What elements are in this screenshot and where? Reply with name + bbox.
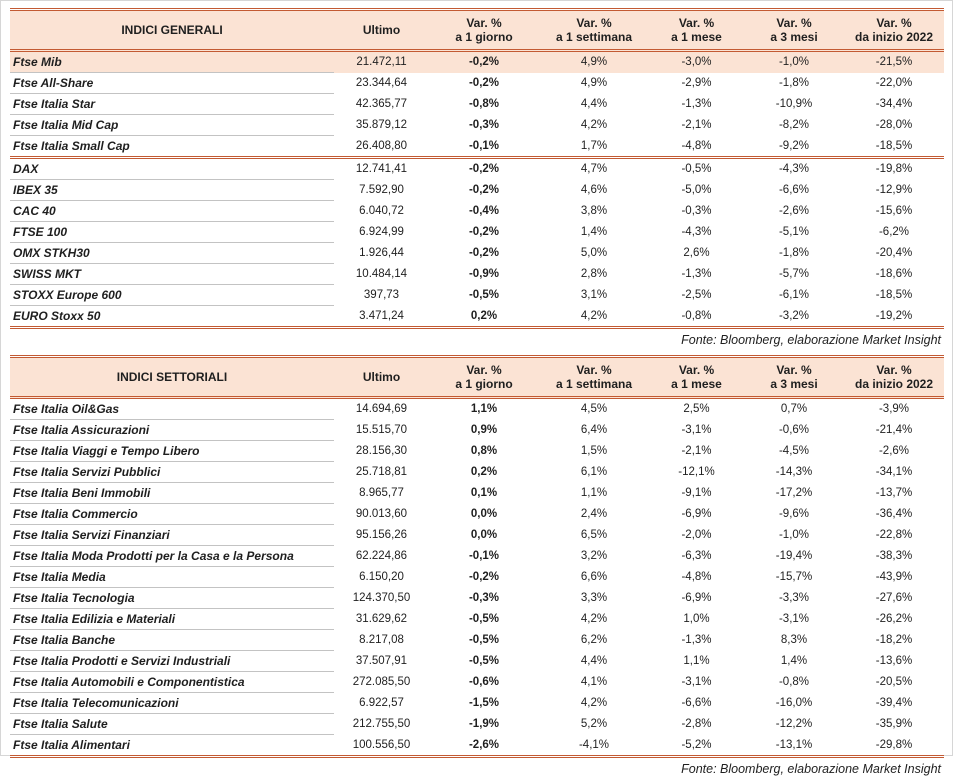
var-ytd-2022-value: -43,9% <box>875 571 913 583</box>
col-header-ultimo: Ultimo <box>334 10 429 51</box>
var-1-month-value: 2,6% <box>683 247 710 259</box>
var-1-week-value: 1,5% <box>580 445 608 457</box>
table-row <box>10 94 944 115</box>
var-ytd-2022-value: -22,0% <box>875 77 913 89</box>
var-3-months-value: 1,4% <box>780 655 808 667</box>
var-1-month-value: -4,8% <box>649 136 744 158</box>
table-row <box>10 588 944 609</box>
index-name: Ftse Italia Servizi Pubblici <box>10 462 334 483</box>
var-1-week-value: 1,7% <box>539 136 649 158</box>
var-3-months-value: -13,1% <box>744 735 844 757</box>
index-name: Ftse Italia Small Cap <box>10 136 334 158</box>
col-header-var-ytd-2022: Var. % da inizio 2022 <box>844 10 944 51</box>
table-title: INDICI GENERALI <box>10 10 334 51</box>
table-row <box>10 735 944 757</box>
var-1-day-value: -1,9% <box>468 718 500 730</box>
var-3-months-value: -9,6% <box>778 508 810 520</box>
var-3-months-value: -3,2% <box>744 306 844 328</box>
ultimo-value: 8.965,77 <box>359 487 404 499</box>
var-1-week-value: 1,4% <box>580 226 608 238</box>
index-name: Ftse Italia Alimentari <box>10 735 334 757</box>
table-row <box>10 609 944 630</box>
index-name: Ftse Italia Servizi Finanziari <box>10 525 334 546</box>
col-header-var-1-day: Var. % a 1 giorno <box>429 10 539 51</box>
source-note: Fonte: Bloomberg, elaborazione Market Insight <box>681 333 941 347</box>
table-row <box>10 420 944 441</box>
var-1-day-value: -0,2% <box>468 184 500 196</box>
var-1-day-value: 0,2% <box>429 306 539 328</box>
var-1-week-value: 4,9% <box>580 77 608 89</box>
var-1-week-value: 4,4% <box>580 98 608 110</box>
var-ytd-2022-value: -12,9% <box>875 184 913 196</box>
index-name: Ftse Italia Assicurazioni <box>10 420 334 441</box>
var-1-day-value: -0,1% <box>468 550 500 562</box>
var-3-months-value: -3,1% <box>778 613 810 625</box>
var-1-month-value: -5,2% <box>649 735 744 757</box>
index-name: Ftse Italia Salute <box>10 714 334 735</box>
table-row <box>10 504 944 525</box>
var-1-month-value: -4,3% <box>681 226 712 238</box>
table-row <box>10 180 944 201</box>
ultimo-value: 62.224,86 <box>355 550 408 562</box>
var-1-week-value: 5,0% <box>580 247 608 259</box>
var-1-day-value: -0,3% <box>468 592 500 604</box>
ultimo-value: 23.344,64 <box>355 77 408 89</box>
var-1-month-value: -1,3% <box>681 268 712 280</box>
var-ytd-2022-value: -19,8% <box>875 163 913 176</box>
indici-settoriali-section <box>10 355 943 784</box>
var-ytd-2022-value: -2,6% <box>878 445 910 457</box>
var-1-month-value: -3,1% <box>681 676 712 688</box>
ultimo-value: 10.484,14 <box>355 268 408 280</box>
ultimo-value: 6.150,20 <box>359 571 404 583</box>
var-ytd-2022-value: -34,1% <box>875 466 913 478</box>
index-name: STOXX Europe 600 <box>10 285 334 306</box>
var-1-month-value: 2,5% <box>683 403 710 416</box>
index-name: Ftse Italia Media <box>10 567 334 588</box>
var-1-day-value: 0,0% <box>470 508 498 520</box>
index-name: Ftse Italia Beni Immobili <box>10 483 334 504</box>
var-1-day-value: -0,5% <box>468 655 500 667</box>
var-3-months-value: -14,3% <box>775 466 813 478</box>
var-1-month-value: -12,1% <box>678 466 715 478</box>
index-name: DAX <box>10 158 334 180</box>
var-ytd-2022-value: -27,6% <box>875 592 913 604</box>
var-1-week-value: 5,2% <box>580 718 608 730</box>
index-name: CAC 40 <box>10 201 334 222</box>
col-header-var-1-month: Var. % a 1 mese <box>649 357 744 398</box>
var-1-week-value: 4,2% <box>539 306 649 328</box>
table-row <box>10 285 944 306</box>
col-header-var-1-month: Var. % a 1 mese <box>649 10 744 51</box>
var-1-day-value: -0,2% <box>468 77 500 89</box>
table-row <box>10 693 944 714</box>
var-1-day-value: -0,5% <box>468 613 500 625</box>
index-name: IBEX 35 <box>10 180 334 201</box>
index-name: Ftse Italia Prodotti e Servizi Industriali <box>10 651 334 672</box>
ultimo-value: 6.922,57 <box>359 697 404 709</box>
ultimo-value: 15.515,70 <box>355 424 408 436</box>
var-1-day-value: 0,2% <box>470 466 498 478</box>
var-1-day-value: -0,4% <box>468 205 500 217</box>
var-ytd-2022-value: -13,7% <box>875 487 913 499</box>
var-ytd-2022-value: -39,4% <box>875 697 913 709</box>
var-1-month-value: -6,9% <box>681 508 712 520</box>
var-1-week-value: 3,2% <box>580 550 608 562</box>
var-1-day-value: -0,8% <box>468 98 500 110</box>
var-ytd-2022-value: -21,4% <box>875 424 913 436</box>
ultimo-value: 31.629,62 <box>355 613 408 625</box>
var-3-months-value: -10,9% <box>775 98 813 110</box>
var-3-months-value: -1,8% <box>778 77 810 89</box>
var-1-day-value: -2,6% <box>429 735 539 757</box>
ultimo-value: 21.472,11 <box>334 51 429 73</box>
ultimo-value: 14.694,69 <box>355 403 408 416</box>
ultimo-value: 26.408,80 <box>334 136 429 158</box>
indici-generali-table <box>10 8 944 329</box>
ultimo-value: 3.471,24 <box>334 306 429 328</box>
var-3-months-value: -1,8% <box>778 247 810 259</box>
col-header-ultimo: Ultimo <box>334 357 429 398</box>
table-row <box>10 714 944 735</box>
var-3-months-value: -6,6% <box>778 184 810 196</box>
var-1-week-value: 2,4% <box>580 508 608 520</box>
index-name: Ftse Italia Viaggi e Tempo Libero <box>10 441 334 462</box>
table-row <box>10 115 944 136</box>
indici-generali-section <box>10 8 943 355</box>
var-ytd-2022-value: -19,2% <box>844 306 944 328</box>
var-ytd-2022-value: -35,9% <box>875 718 913 730</box>
var-1-week-value: 6,6% <box>580 571 608 583</box>
var-1-week-value: 3,8% <box>580 205 608 217</box>
var-1-month-value: -4,8% <box>681 571 712 583</box>
var-1-week-value: 6,2% <box>580 634 608 646</box>
index-name: Ftse Italia Banche <box>10 630 334 651</box>
indici-settoriali-table <box>10 355 944 758</box>
var-1-week-value: 4,9% <box>539 51 649 73</box>
table-row <box>10 483 944 504</box>
var-1-month-value: -6,9% <box>681 592 712 604</box>
var-1-day-value: -0,5% <box>468 289 500 301</box>
var-1-month-value: -2,1% <box>681 445 712 457</box>
index-name: EURO Stoxx 50 <box>10 306 334 328</box>
ultimo-value: 397,73 <box>363 289 400 301</box>
index-name: Ftse Italia Automobili e Componentistica <box>10 672 334 693</box>
var-ytd-2022-value: -34,4% <box>875 98 913 110</box>
ultimo-value: 272.085,50 <box>352 676 411 688</box>
var-1-week-value: 4,7% <box>580 163 608 176</box>
var-ytd-2022-value: -36,4% <box>875 508 913 520</box>
source-note: Fonte: Bloomberg, elaborazione Market Insight <box>681 762 941 776</box>
var-1-week-value: 4,1% <box>580 676 608 688</box>
ultimo-value: 12.741,41 <box>355 163 408 176</box>
var-1-day-value: -0,2% <box>468 571 500 583</box>
var-1-week-value: 4,4% <box>580 655 608 667</box>
var-1-day-value: -1,5% <box>468 697 500 709</box>
var-1-day-value: 1,1% <box>470 403 498 416</box>
ultimo-value: 28.156,30 <box>355 445 408 457</box>
index-name: Ftse Italia Commercio <box>10 504 334 525</box>
var-ytd-2022-value: -13,6% <box>875 655 913 667</box>
var-3-months-value: -4,5% <box>778 445 810 457</box>
var-3-months-value: -17,2% <box>775 487 813 499</box>
table-row <box>10 672 944 693</box>
var-ytd-2022-value: -18,2% <box>875 634 913 646</box>
var-1-day-value: -0,5% <box>468 634 500 646</box>
var-1-month-value: -0,8% <box>649 306 744 328</box>
index-name: Ftse Italia Telecomunicazioni <box>10 693 334 714</box>
var-1-week-value: 2,8% <box>580 268 608 280</box>
ultimo-value: 8.217,08 <box>359 634 404 646</box>
var-1-week-value: 3,3% <box>580 592 608 604</box>
var-1-month-value: -0,3% <box>681 205 712 217</box>
col-header-var-ytd-2022: Var. % da inizio 2022 <box>844 357 944 398</box>
var-1-month-value: 1,1% <box>683 655 710 667</box>
table-row <box>10 398 944 420</box>
ultimo-value: 25.718,81 <box>355 466 408 478</box>
table-row <box>10 264 944 285</box>
var-1-week-value: 4,2% <box>580 613 608 625</box>
table-row <box>10 306 944 328</box>
var-1-month-value: -6,6% <box>681 697 712 709</box>
index-name: Ftse Italia Moda Prodotti per la Casa e la Persona <box>10 546 334 567</box>
var-1-day-value: -0,1% <box>429 136 539 158</box>
var-3-months-value: -5,7% <box>778 268 810 280</box>
ultimo-value: 6.040,72 <box>359 205 404 217</box>
var-1-day-value: -0,6% <box>468 676 500 688</box>
index-name: SWISS MKT <box>10 264 334 285</box>
var-3-months-value: -15,7% <box>775 571 813 583</box>
var-1-day-value: -0,2% <box>468 247 500 259</box>
table-row <box>10 567 944 588</box>
table-row <box>10 136 944 158</box>
table-title: INDICI SETTORIALI <box>10 357 334 398</box>
var-3-months-value: -2,6% <box>778 205 810 217</box>
var-ytd-2022-value: -6,2% <box>878 226 910 238</box>
var-3-months-value: 0,7% <box>780 403 808 416</box>
var-1-day-value: 0,0% <box>470 529 498 541</box>
var-1-month-value: -2,8% <box>681 718 712 730</box>
col-header-var-1-day: Var. % a 1 giorno <box>429 357 539 398</box>
var-3-months-value: -19,4% <box>775 550 813 562</box>
var-1-month-value: -1,3% <box>681 98 712 110</box>
var-ytd-2022-value: -21,5% <box>844 51 944 73</box>
index-name: Ftse All-Share <box>10 73 334 94</box>
var-1-week-value: 6,1% <box>580 466 608 478</box>
index-name: Ftse Italia Star <box>10 94 334 115</box>
table-row <box>10 158 944 180</box>
var-1-month-value: -0,5% <box>681 163 712 176</box>
var-1-month-value: -9,1% <box>681 487 712 499</box>
table-row <box>10 243 944 264</box>
index-name: FTSE 100 <box>10 222 334 243</box>
var-1-day-value: -0,3% <box>468 119 500 131</box>
var-1-week-value: 4,2% <box>580 697 608 709</box>
ultimo-value: 7.592,90 <box>359 184 404 196</box>
var-3-months-value: -1,0% <box>778 529 810 541</box>
ultimo-value: 37.507,91 <box>355 655 408 667</box>
var-3-months-value: -6,1% <box>778 289 810 301</box>
var-ytd-2022-value: -26,2% <box>875 613 913 625</box>
var-1-day-value: 0,8% <box>470 445 498 457</box>
var-3-months-value: -9,2% <box>744 136 844 158</box>
var-3-months-value: 8,3% <box>780 634 808 646</box>
table-row <box>10 441 944 462</box>
var-1-week-value: 4,2% <box>580 119 608 131</box>
index-name: Ftse Italia Mid Cap <box>10 115 334 136</box>
col-header-var-1-week: Var. % a 1 settimana <box>539 10 649 51</box>
var-1-month-value: 1,0% <box>683 613 710 625</box>
table-row <box>10 525 944 546</box>
var-3-months-value: -4,3% <box>778 163 810 176</box>
var-1-month-value: -6,3% <box>681 550 712 562</box>
var-1-month-value: -2,1% <box>681 119 712 131</box>
var-ytd-2022-value: -3,9% <box>878 403 910 416</box>
var-ytd-2022-value: -18,5% <box>844 136 944 158</box>
table-row <box>10 546 944 567</box>
col-header-var-3-months: Var. % a 3 mesi <box>744 357 844 398</box>
var-ytd-2022-value: -28,0% <box>875 119 913 131</box>
var-1-month-value: -2,9% <box>681 77 712 89</box>
table-row <box>10 222 944 243</box>
var-1-week-value: 4,6% <box>580 184 608 196</box>
var-1-week-value: 6,5% <box>580 529 608 541</box>
col-header-var-1-week: Var. % a 1 settimana <box>539 357 649 398</box>
index-name: Ftse Italia Tecnologia <box>10 588 334 609</box>
var-1-week-value: 1,1% <box>580 487 608 499</box>
var-ytd-2022-value: -18,6% <box>875 268 913 280</box>
var-1-month-value: -3,1% <box>681 424 712 436</box>
var-1-month-value: -3,0% <box>649 51 744 73</box>
var-ytd-2022-value: -20,4% <box>875 247 913 259</box>
var-3-months-value: -12,2% <box>775 718 813 730</box>
ultimo-value: 90.013,60 <box>355 508 408 520</box>
var-3-months-value: -5,1% <box>778 226 810 238</box>
var-ytd-2022-value: -18,5% <box>875 289 913 301</box>
table-row <box>10 630 944 651</box>
table-row <box>10 462 944 483</box>
var-3-months-value: -1,0% <box>744 51 844 73</box>
index-name: Ftse Mib <box>10 51 334 73</box>
var-1-week-value: 4,5% <box>580 403 608 416</box>
var-1-month-value: -2,0% <box>681 529 712 541</box>
var-1-day-value: -0,9% <box>468 268 500 280</box>
ultimo-value: 1.926,44 <box>359 247 404 259</box>
var-1-week-value: 6,4% <box>580 424 608 436</box>
var-1-week-value: -4,1% <box>539 735 649 757</box>
table-row <box>10 651 944 672</box>
var-ytd-2022-value: -15,6% <box>875 205 913 217</box>
var-ytd-2022-value: -20,5% <box>875 676 913 688</box>
var-3-months-value: -16,0% <box>775 697 813 709</box>
var-1-month-value: -2,5% <box>681 289 712 301</box>
index-name: Ftse Italia Edilizia e Materiali <box>10 609 334 630</box>
var-ytd-2022-value: -38,3% <box>875 550 913 562</box>
ultimo-value: 42.365,77 <box>355 98 408 110</box>
index-name: Ftse Italia Oil&Gas <box>10 398 334 420</box>
var-1-day-value: -0,2% <box>468 226 500 238</box>
var-3-months-value: -0,8% <box>778 676 810 688</box>
var-3-months-value: -3,3% <box>778 592 810 604</box>
var-ytd-2022-value: -22,8% <box>875 529 913 541</box>
var-1-week-value: 3,1% <box>580 289 608 301</box>
table-row <box>10 73 944 94</box>
ultimo-value: 6.924,99 <box>359 226 404 238</box>
var-1-month-value: -1,3% <box>681 634 712 646</box>
var-1-day-value: -0,2% <box>429 51 539 73</box>
ultimo-value: 124.370,50 <box>352 592 411 604</box>
var-1-day-value: 0,1% <box>470 487 498 499</box>
col-header-var-3-months: Var. % a 3 mesi <box>744 10 844 51</box>
index-name: OMX STKH30 <box>10 243 334 264</box>
ultimo-value: 100.556,50 <box>334 735 429 757</box>
var-ytd-2022-value: -29,8% <box>844 735 944 757</box>
ultimo-value: 212.755,50 <box>352 718 411 730</box>
var-1-day-value: 0,9% <box>470 424 498 436</box>
var-3-months-value: -0,6% <box>778 424 810 436</box>
table-row <box>10 51 944 73</box>
table-row <box>10 201 944 222</box>
ultimo-value: 95.156,26 <box>355 529 408 541</box>
var-1-month-value: -5,0% <box>681 184 712 196</box>
var-3-months-value: -8,2% <box>778 119 810 131</box>
ultimo-value: 35.879,12 <box>355 119 408 131</box>
var-1-day-value: -0,2% <box>468 163 500 176</box>
